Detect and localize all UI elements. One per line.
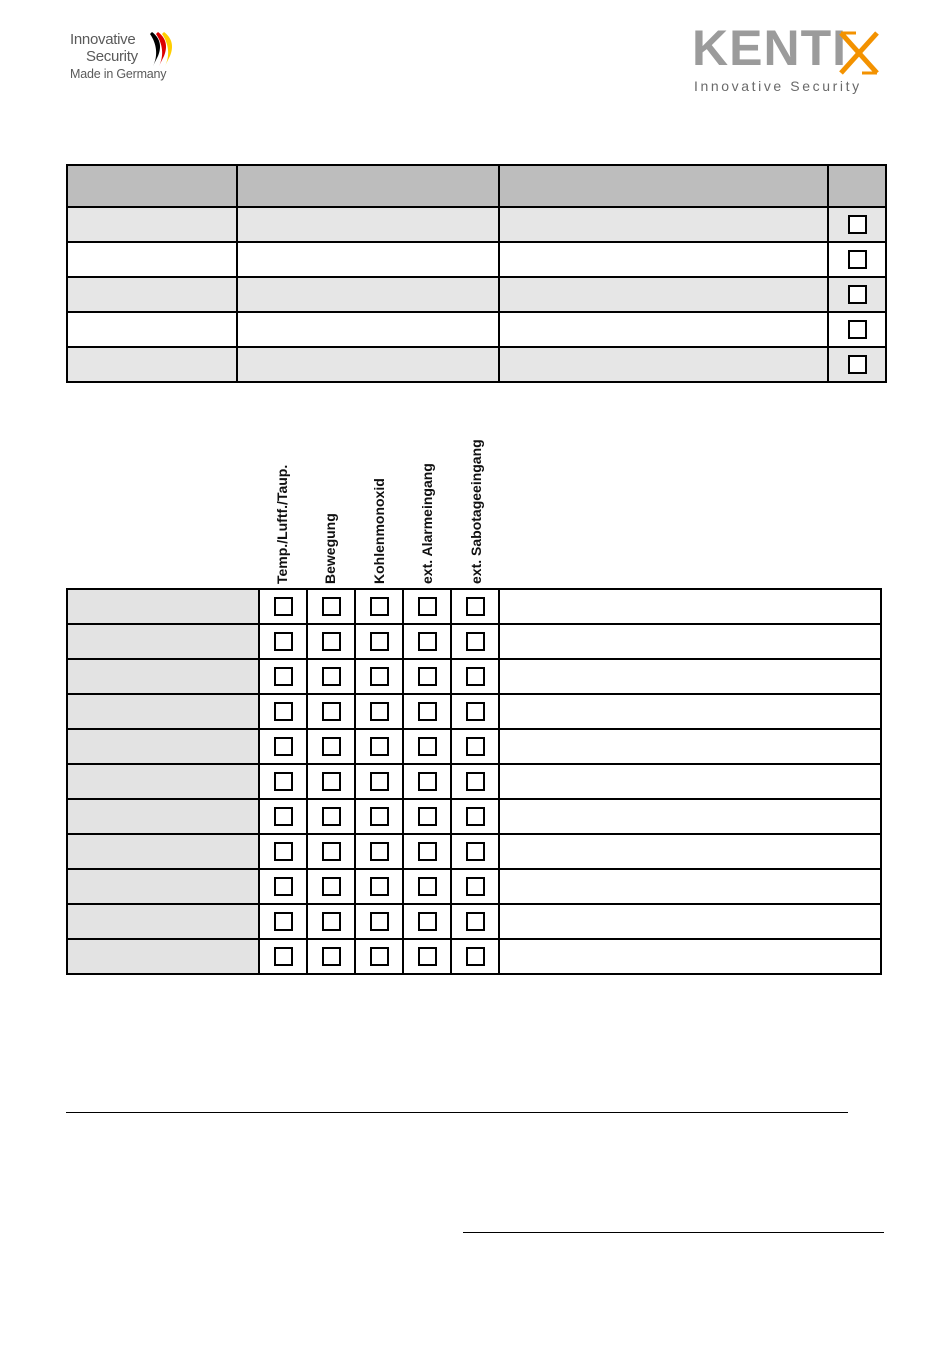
table2-check-cell [259, 834, 307, 869]
checkbox-icon[interactable] [848, 320, 867, 339]
table1-check-cell [828, 277, 886, 312]
checkbox-icon[interactable] [418, 667, 437, 686]
table2-check-cell [355, 729, 403, 764]
table2-notes-cell[interactable] [499, 834, 881, 869]
logo-line-innovative: Innovative [70, 31, 136, 48]
table2-check-cell [355, 939, 403, 974]
table2-check-cell [355, 659, 403, 694]
checkbox-icon[interactable] [418, 772, 437, 791]
table2-check-cell [307, 589, 355, 624]
column-header-bewegung: Bewegung [322, 513, 338, 584]
table2-row [67, 589, 881, 624]
checkbox-icon[interactable] [370, 842, 389, 861]
checkbox-icon[interactable] [322, 632, 341, 651]
table2-check-cell [355, 834, 403, 869]
table2-check-cell [259, 694, 307, 729]
table2-name-cell[interactable] [67, 624, 259, 659]
checkbox-icon[interactable] [418, 807, 437, 826]
checkbox-icon[interactable] [274, 667, 293, 686]
checkbox-icon[interactable] [322, 807, 341, 826]
checkbox-icon[interactable] [274, 947, 293, 966]
column-header-alarmeingang: ext. Alarmeingang [419, 463, 435, 584]
table1-row [67, 277, 886, 312]
kentix-logo [692, 20, 886, 97]
table1-row [67, 207, 886, 242]
checkbox-icon[interactable] [418, 842, 437, 861]
table2-check-cell [451, 869, 499, 904]
checkbox-icon[interactable] [370, 912, 389, 931]
column-header-sabotageeingang: ext. Sabotageeingang [468, 439, 484, 584]
table2-check-cell [403, 904, 451, 939]
table2-check-cell [403, 659, 451, 694]
table2-notes-cell[interactable] [499, 694, 881, 729]
table2-check-cell [355, 694, 403, 729]
column-header-temp: Temp./Luftf./Taup. [274, 464, 290, 584]
checkbox-icon[interactable] [274, 842, 293, 861]
checkbox-icon[interactable] [274, 912, 293, 931]
checkbox-icon[interactable] [370, 772, 389, 791]
checkbox-icon[interactable] [466, 702, 485, 721]
kentix-brand-text: KENTI [692, 20, 847, 76]
checkbox-icon[interactable] [848, 215, 867, 234]
table2-check-cell [451, 764, 499, 799]
table2-check-cell [451, 904, 499, 939]
table2-notes-cell[interactable] [499, 939, 881, 974]
signature-line-full [66, 1112, 848, 1113]
table2-name-cell[interactable] [67, 589, 259, 624]
table2-name-cell[interactable] [67, 904, 259, 939]
table2-notes-cell[interactable] [499, 869, 881, 904]
table1-cell[interactable] [237, 277, 499, 312]
table1-cell[interactable] [499, 277, 828, 312]
table1-cell[interactable] [499, 312, 828, 347]
table1-cell[interactable] [67, 347, 237, 382]
table1-check-cell [828, 312, 886, 347]
table2-notes-cell[interactable] [499, 589, 881, 624]
table2-check-cell [259, 589, 307, 624]
table1-check-cell [828, 242, 886, 277]
checkbox-icon[interactable] [466, 842, 485, 861]
kentix-tagline: Innovative Security [694, 78, 862, 94]
checkbox-icon[interactable] [274, 737, 293, 756]
table1-cell[interactable] [237, 242, 499, 277]
table1-cell[interactable] [499, 207, 828, 242]
checkbox-icon[interactable] [274, 597, 293, 616]
table2-check-cell [307, 659, 355, 694]
table2-name-cell[interactable] [67, 939, 259, 974]
kentix-x-mark-icon [838, 30, 880, 76]
table1-row [67, 242, 886, 277]
checkbox-icon[interactable] [466, 912, 485, 931]
table2-check-cell [451, 834, 499, 869]
table2-row [67, 834, 881, 869]
table2-check-cell [451, 624, 499, 659]
checkbox-icon[interactable] [848, 355, 867, 374]
checkbox-icon[interactable] [466, 667, 485, 686]
checkbox-icon[interactable] [322, 912, 341, 931]
checkbox-icon[interactable] [370, 632, 389, 651]
checkbox-icon[interactable] [274, 702, 293, 721]
table2-check-cell [403, 694, 451, 729]
table2-notes-cell[interactable] [499, 764, 881, 799]
table2-name-cell[interactable] [67, 729, 259, 764]
checkbox-icon[interactable] [466, 807, 485, 826]
checkbox-icon[interactable] [466, 597, 485, 616]
table2-check-cell [451, 729, 499, 764]
logo-line-security: Security [86, 48, 138, 65]
table2-row [67, 694, 881, 729]
table2-check-cell [307, 729, 355, 764]
table1-cell[interactable] [67, 277, 237, 312]
checkbox-icon[interactable] [322, 772, 341, 791]
table2-check-cell [307, 869, 355, 904]
table2-check-cell [259, 869, 307, 904]
table2-check-cell [307, 764, 355, 799]
table2-name-cell[interactable] [67, 799, 259, 834]
logo-line-made-in-germany: Made in Germany [70, 67, 167, 81]
table2-check-cell [403, 939, 451, 974]
table2-check-cell [355, 799, 403, 834]
table1-header-cell [828, 165, 886, 207]
table2-check-cell [403, 589, 451, 624]
checkbox-icon[interactable] [370, 947, 389, 966]
checkbox-icon[interactable] [322, 737, 341, 756]
checkbox-icon[interactable] [418, 702, 437, 721]
table2-name-cell[interactable] [67, 764, 259, 799]
table2-check-cell [451, 939, 499, 974]
table2-row [67, 939, 881, 974]
table2-check-cell [259, 904, 307, 939]
checkbox-icon[interactable] [274, 632, 293, 651]
checkbox-icon[interactable] [370, 667, 389, 686]
table1-row [67, 347, 886, 382]
table1-cell[interactable] [67, 207, 237, 242]
checkbox-icon[interactable] [322, 842, 341, 861]
table2-row [67, 764, 881, 799]
table2-check-cell [307, 939, 355, 974]
checkbox-icon[interactable] [370, 702, 389, 721]
checkbox-icon[interactable] [370, 597, 389, 616]
checkbox-icon[interactable] [418, 947, 437, 966]
table2-row [67, 624, 881, 659]
checkbox-icon[interactable] [370, 877, 389, 896]
checkbox-icon[interactable] [418, 912, 437, 931]
device-info-table [66, 164, 887, 383]
table2-check-cell [355, 589, 403, 624]
table1-header-cell [237, 165, 499, 207]
checkbox-icon[interactable] [848, 250, 867, 269]
column-header-kohlenmonoxid: Kohlenmonoxid [371, 478, 387, 584]
checkbox-icon[interactable] [466, 737, 485, 756]
checkbox-icon[interactable] [466, 772, 485, 791]
checkbox-icon[interactable] [322, 667, 341, 686]
table2-check-cell [259, 939, 307, 974]
table1-cell[interactable] [67, 312, 237, 347]
sensor-selection-table [66, 588, 882, 975]
table2-check-cell [451, 589, 499, 624]
checkbox-icon[interactable] [322, 702, 341, 721]
table2-check-cell [259, 624, 307, 659]
table2-check-cell [307, 799, 355, 834]
table1-header-cell [67, 165, 237, 207]
table1-cell[interactable] [499, 347, 828, 382]
table1-check-cell [828, 347, 886, 382]
table1-cell[interactable] [237, 312, 499, 347]
german-flag-swoosh-icon [150, 32, 176, 68]
table2-check-cell [259, 729, 307, 764]
table1-header-cell [499, 165, 828, 207]
checkbox-icon[interactable] [466, 947, 485, 966]
table2-check-cell [451, 799, 499, 834]
table2-row [67, 799, 881, 834]
checkbox-icon[interactable] [418, 877, 437, 896]
checkbox-icon[interactable] [418, 737, 437, 756]
table1-cell[interactable] [499, 242, 828, 277]
table2-check-cell [403, 729, 451, 764]
table2-check-cell [307, 834, 355, 869]
table2-check-cell [403, 764, 451, 799]
table2-row [67, 904, 881, 939]
table2-check-cell [451, 659, 499, 694]
table1-row [67, 312, 886, 347]
table1-cell[interactable] [237, 347, 499, 382]
signature-line-right [463, 1232, 884, 1233]
table2-check-cell [307, 624, 355, 659]
checkbox-icon[interactable] [418, 632, 437, 651]
table2-notes-cell[interactable] [499, 904, 881, 939]
table1-cell[interactable] [67, 242, 237, 277]
table2-check-cell [403, 869, 451, 904]
checkbox-icon[interactable] [418, 597, 437, 616]
table2-check-cell [355, 764, 403, 799]
table2-check-cell [403, 624, 451, 659]
table1-cell[interactable] [237, 207, 499, 242]
table2-check-cell [259, 764, 307, 799]
checkbox-icon[interactable] [322, 597, 341, 616]
checkbox-icon[interactable] [274, 807, 293, 826]
table2-check-cell [355, 904, 403, 939]
checkbox-icon[interactable] [322, 877, 341, 896]
table2-name-cell[interactable] [67, 834, 259, 869]
table2-name-cell[interactable] [67, 659, 259, 694]
checkbox-icon[interactable] [274, 877, 293, 896]
checkbox-icon[interactable] [322, 947, 341, 966]
table2-notes-cell[interactable] [499, 659, 881, 694]
table1-check-cell [828, 207, 886, 242]
table2-check-cell [355, 624, 403, 659]
table2-check-cell [451, 694, 499, 729]
checkbox-icon[interactable] [466, 632, 485, 651]
checkbox-icon[interactable] [370, 737, 389, 756]
table2-check-cell [259, 659, 307, 694]
table2-check-cell [355, 869, 403, 904]
checkbox-icon[interactable] [466, 877, 485, 896]
table2-notes-cell[interactable] [499, 729, 881, 764]
table2-row [67, 659, 881, 694]
innovative-security-logo [68, 31, 188, 85]
table2-check-cell [307, 694, 355, 729]
checkbox-icon[interactable] [274, 772, 293, 791]
table2-notes-cell[interactable] [499, 624, 881, 659]
table1-header-row [67, 165, 886, 207]
checkbox-icon[interactable] [370, 807, 389, 826]
table2-check-cell [403, 799, 451, 834]
table2-check-cell [259, 799, 307, 834]
table2-row [67, 729, 881, 764]
table2-row [67, 869, 881, 904]
table2-name-cell[interactable] [67, 869, 259, 904]
checkbox-icon[interactable] [848, 285, 867, 304]
table2-check-cell [403, 834, 451, 869]
table2-name-cell[interactable] [67, 694, 259, 729]
table2-notes-cell[interactable] [499, 799, 881, 834]
table2-check-cell [307, 904, 355, 939]
